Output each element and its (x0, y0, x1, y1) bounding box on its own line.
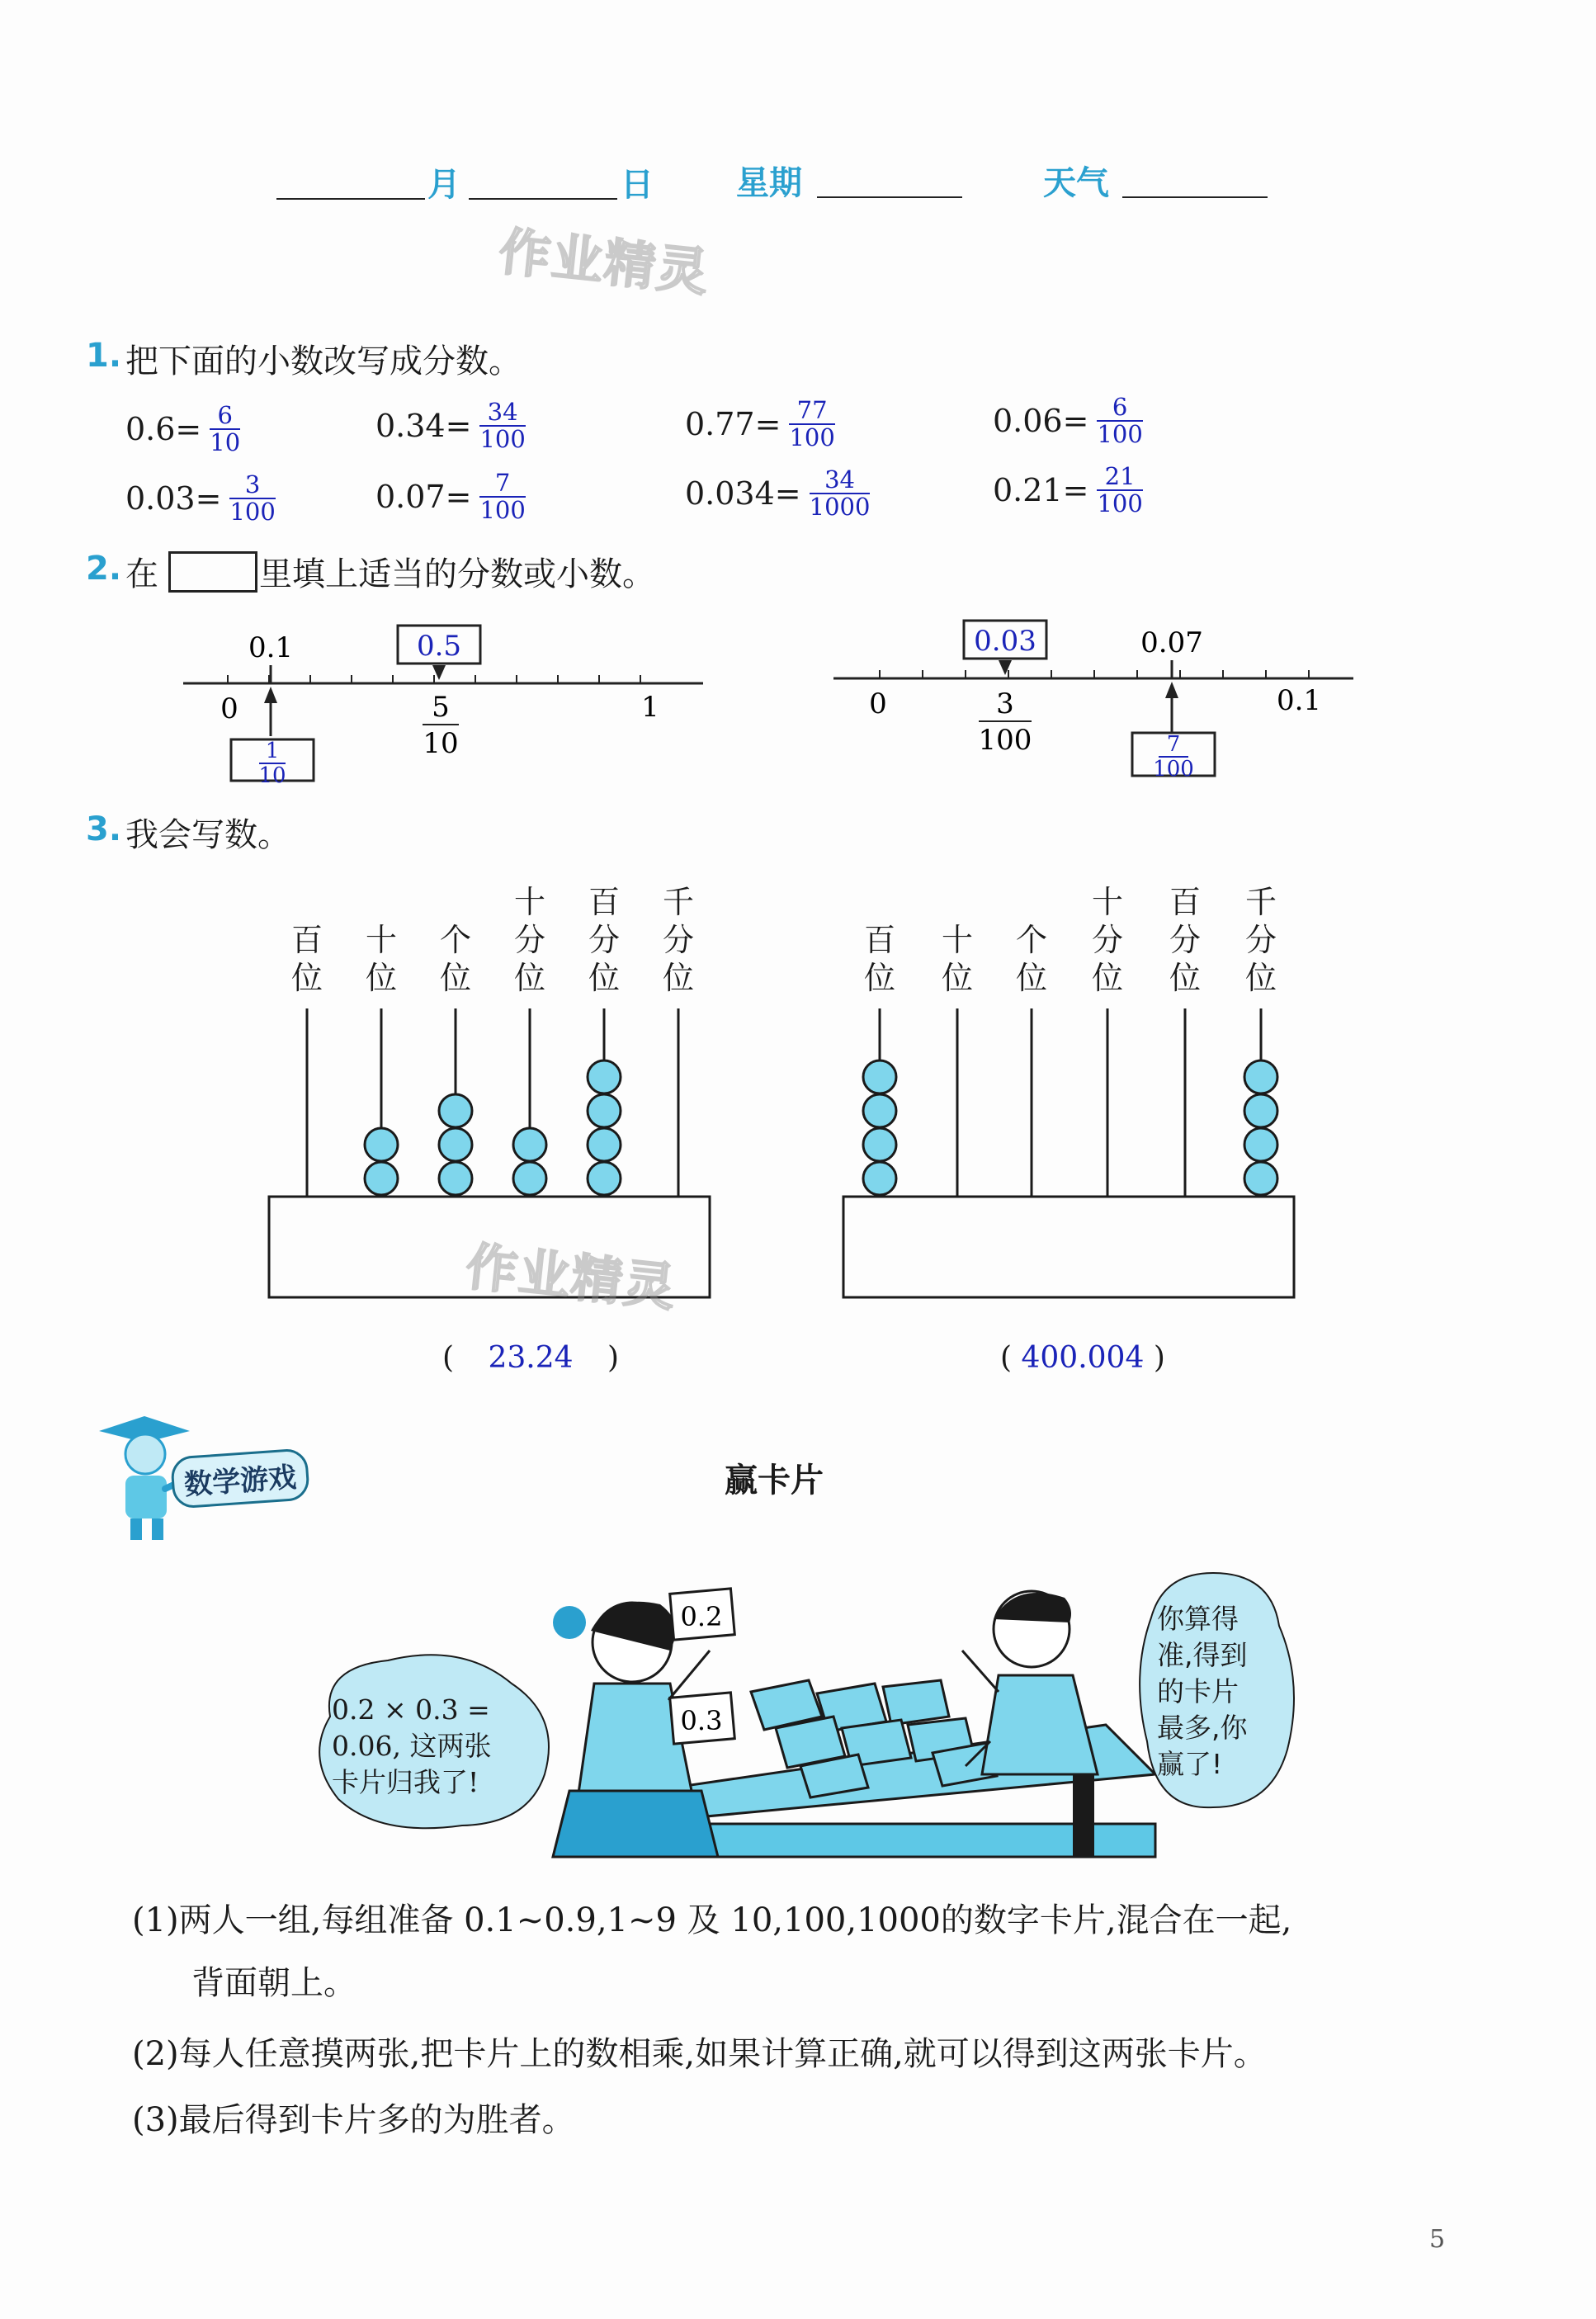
abacus2-answer-row: ( 400.004 ) (1000, 1341, 1165, 1375)
decimal: 0.06= (993, 403, 1089, 439)
month-label: 月 (427, 166, 460, 204)
fraction-answer[interactable]: $\frac{77}{100}$ (789, 396, 835, 451)
rule-2: (2)每人任意摸两张,把卡片上的数相乘,如果计算正确,就可以得到这两张卡片。 (132, 2035, 1267, 2073)
weekday-label: 星期 (736, 164, 802, 202)
abacus2-place-label: 百 (1169, 884, 1202, 920)
card-0-3-text: 0.3 (680, 1705, 723, 1736)
label-one: 1 (641, 691, 659, 724)
boy-bubble-text: 你算得 准,得到 的卡片 最多,你 赢了! (1157, 1603, 1248, 1780)
decimal: 0.03= (125, 480, 222, 517)
abacus2-place-label: 十 (1091, 884, 1124, 920)
abacus1-place-label: 位 (439, 960, 472, 996)
decimal: 0.77= (685, 406, 781, 442)
abacus1-place-label: 百 (588, 884, 621, 920)
abacus1-place-label: 百 (290, 922, 323, 958)
label-10: 10 (423, 727, 459, 760)
rule-1-cont: 背面朝上。 (191, 1964, 357, 2002)
weather-label: 天气 (1043, 164, 1109, 202)
abacus2-place-label: 分 (1091, 922, 1124, 958)
abacus1-answer-row: ( 23.24 ) (442, 1341, 620, 1375)
fraction-answer[interactable]: $\frac{7}{100}$ (479, 469, 526, 524)
decimal: 0.07= (375, 479, 472, 515)
abacus2-place-label: 百 (863, 922, 896, 958)
abacus2-place-label: 位 (1169, 960, 1202, 996)
card-0-2-text: 0.2 (680, 1601, 723, 1632)
abacus2-answer[interactable]: 400.004 (1021, 1341, 1145, 1375)
answer-0-03: 0.03 (974, 625, 1036, 658)
decimal: 0.6= (125, 411, 202, 447)
day-label: 日 (621, 166, 654, 204)
abacus2-place-label: 十 (941, 922, 974, 958)
abacus1-place-label: 个 (439, 922, 472, 958)
math-game-badge: 数学游戏 (170, 1448, 310, 1509)
abacus2-place-label: 位 (863, 960, 896, 996)
answer-bottom-num-2: 7 (1166, 732, 1181, 757)
abacus1-place-label: 位 (588, 960, 621, 996)
abacus1-place-label: 位 (662, 960, 695, 996)
abacus2-place-label: 位 (1015, 960, 1048, 996)
q3-number: 3. (86, 810, 122, 848)
rule-3: (3)最后得到卡片多的为胜者。 (132, 2101, 575, 2139)
label-0-07: 0.07 (1140, 626, 1203, 659)
q2-prompt-after: 里填上适当的分数或小数。 (259, 555, 655, 593)
q3-prompt: 我会写数。 (125, 816, 290, 854)
answer-bottom-den: 10 (258, 763, 286, 788)
fraction-answer[interactable]: $\frac{21}{100}$ (1097, 462, 1143, 517)
abacus1-place-label: 十 (365, 922, 398, 958)
girl-bubble-text: 0.2 × 0.3 = 0.06, 这两张 卡片归我了! (332, 1693, 492, 1798)
rule-1: (1)两人一组,每组准备 0.1~0.9,1~9 及 10,100,1000的数字卡片,混合在一起, (132, 1901, 1292, 1939)
abacus1-place-label: 分 (513, 922, 546, 958)
abacus1-place-label: 分 (588, 922, 621, 958)
q1-prompt: 把下面的小数改写成分数。 (125, 342, 522, 380)
abacus1-answer[interactable]: 23.24 (488, 1341, 574, 1375)
label-100: 100 (978, 724, 1032, 757)
fraction-answer[interactable]: $\frac{6}{100}$ (1097, 393, 1143, 448)
fraction-answer[interactable]: $\frac{34}{100}$ (479, 398, 526, 453)
q1-number: 1. (86, 337, 122, 375)
abacus2-place-label: 位 (1091, 960, 1124, 996)
abacus1-place-label: 位 (365, 960, 398, 996)
abacus2-place-label: 千 (1244, 884, 1277, 920)
page-number: 5 (1429, 2225, 1446, 2254)
label-3: 3 (996, 687, 1014, 720)
label-0-1-end: 0.1 (1276, 684, 1322, 717)
q2-prompt-before: 在 (125, 555, 158, 593)
decimal: 0.034= (685, 475, 801, 512)
fraction-answer[interactable]: $\frac{3}{100}$ (229, 470, 276, 526)
fraction-answer[interactable]: $\frac{34}{1000}$ (809, 465, 871, 521)
answer-bottom-num: 1 (265, 739, 280, 763)
label-5: 5 (432, 691, 450, 724)
q2-number: 2. (86, 550, 122, 588)
abacus2-place-label: 位 (1244, 960, 1277, 996)
abacus1-place-label: 位 (513, 960, 546, 996)
abacus1-place-label: 千 (662, 884, 695, 920)
answer-0-5: 0.5 (416, 630, 462, 663)
fraction-answer[interactable]: $\frac{6}{10}$ (210, 401, 241, 456)
abacus1-place-label: 分 (662, 922, 695, 958)
label-0-1: 0.1 (248, 631, 294, 664)
game-title: 赢卡片 (725, 1462, 824, 1500)
abacus1-place-label: 十 (513, 884, 546, 920)
abacus2-place-label: 分 (1244, 922, 1277, 958)
watermark-middle: 作业精灵 (463, 1235, 680, 1319)
answer-bottom-den-2: 100 (1153, 757, 1194, 782)
label-zero: 0 (220, 692, 238, 725)
abacus2-place-label: 个 (1015, 922, 1048, 958)
abacus1-place-label: 位 (290, 960, 323, 996)
boy-figure (962, 1591, 1098, 1857)
label-zero-2: 0 (869, 687, 887, 720)
abacus2-place-label: 位 (941, 960, 974, 996)
watermark-top: 作业精灵 (496, 220, 713, 304)
abacus2-place-label: 分 (1169, 922, 1202, 958)
decimal: 0.21= (993, 472, 1089, 508)
decimal: 0.34= (375, 408, 472, 444)
